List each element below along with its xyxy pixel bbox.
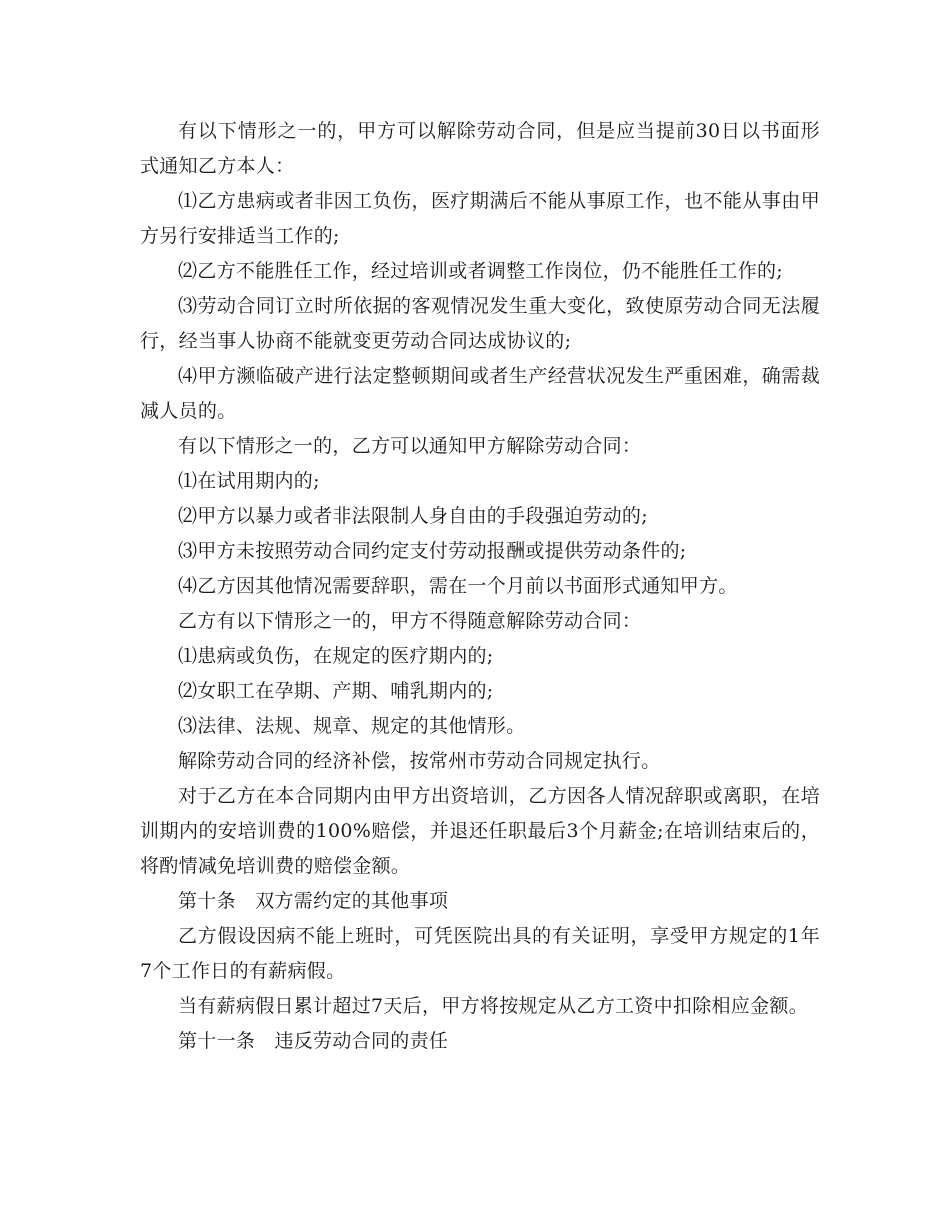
paragraph-list-item: ⑴患病或负伤，在规定的医疗期内的; <box>178 645 494 667</box>
paragraph-list-item: ⑶甲方未按照劳动合同约定支付劳动报酬或提供劳动条件的; <box>178 540 687 562</box>
paragraph-list-item: ⑵甲方以暴力或者非法限制人身自由的手段强迫劳动的; <box>178 505 648 527</box>
document-body <box>140 114 820 1059</box>
section-heading-article-10: 第十条 双方需约定的其他事项 <box>178 890 449 912</box>
section-heading-article-11: 第十一条 违反劳动合同的责任 <box>178 1030 449 1052</box>
paragraph-list-item: ⑵乙方不能胜任工作，经过培训或者调整工作岗位，仍不能胜任工作的; <box>178 260 784 282</box>
paragraph-sick-leave-deduction: 当有薪病假日累计超过7天后，甲方将按规定从乙方工资中扣除相应金额。 <box>178 995 808 1017</box>
paragraph-list-item: ⑷乙方因其他情况需要辞职，需在一个月前以书面形式通知甲方。 <box>178 575 738 597</box>
paragraph-list-item: ⑶法律、法规、规章、规定的其他情形。 <box>178 715 526 737</box>
paragraph-sick-leave: 乙方假设因病不能上班时，可凭医院出具的有关证明，享受甲方规定的1年7个工作日的有薪病假。 <box>140 925 820 982</box>
paragraph-no-dismissal: 乙方有以下情形之一的，甲方不得随意解除劳动合同： <box>178 610 642 632</box>
paragraph-compensation: 解除劳动合同的经济补偿，按常州市劳动合同规定执行。 <box>178 750 661 772</box>
paragraph-notice-termination: 有以下情形之一的，甲方可以解除劳动合同，但是应当提前30日以书面形式通知乙方本人： <box>140 120 820 177</box>
paragraph-list-item: ⑷甲方濒临破产进行法定整顿期间或者生产经营状况发生严重困难，确需裁减人员的。 <box>140 365 820 422</box>
paragraph-training-fee: 对于乙方在本合同期内由甲方出资培训，乙方因各人情况辞职或离职，在培训期内的安培训费的100%赔偿，并退还任职最后3个月薪金;在培训结束后的，将酌情减免培训费的赔偿金额。 <box>140 785 820 877</box>
paragraph-employee-termination: 有以下情形之一的，乙方可以通知甲方解除劳动合同： <box>178 435 642 457</box>
paragraph-list-item: ⑴乙方患病或者非因工负伤，医疗期满后不能从事原工作，也不能从事由甲方另行安排适当工作的; <box>140 190 820 247</box>
paragraph-list-item: ⑴在试用期内的; <box>178 470 320 492</box>
paragraph-list-item: ⑵女职工在孕期、产期、哺乳期内的; <box>178 680 494 702</box>
paragraph-list-item: ⑶劳动合同订立时所依据的客观情况发生重大变化，致使原劳动合同无法履行，经当事人协商不能就变更劳动合同达成协议的; <box>140 295 820 352</box>
